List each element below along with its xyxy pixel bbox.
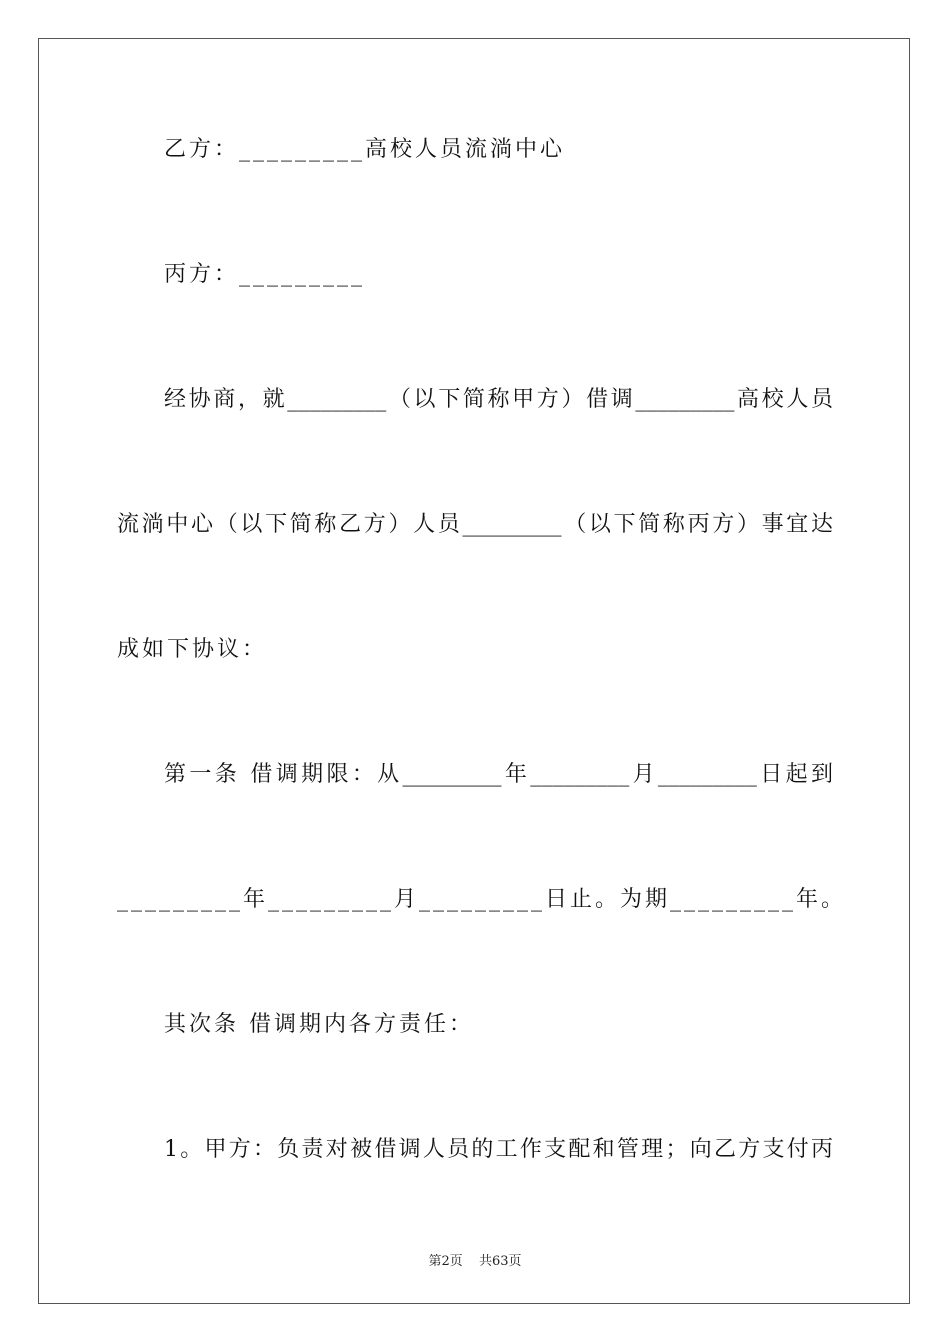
page-footer: [0, 1250, 950, 1269]
paragraph-line: 流淌中心（以下简称乙方）人员_________（以下简称丙方）事宜达: [117, 512, 833, 537]
article-one-line: _________年_________月_________日止。为期_________年。: [117, 887, 847, 912]
page-total: 共63页: [478, 1254, 522, 1269]
party-c-line: 丙方：_________: [164, 262, 366, 287]
page-number: 第2页: [428, 1254, 463, 1269]
article-two-heading: 其次条 借调期内各方责任：: [164, 1012, 474, 1037]
party-b-line: 乙方：_________高校人员流淌中心: [164, 137, 566, 162]
page-frame: [38, 38, 910, 1304]
article-one-line: 第一条 借调期限：从_________年_________月_________日起到: [164, 762, 833, 787]
paragraph-line: 经协商，就_________（以下简称甲方）借调_________高校人员: [164, 387, 833, 412]
clause-line: 1。甲方：负责对被借调人员的工作支配和管理；向乙方支付丙: [164, 1137, 833, 1162]
paragraph-line: 成如下协议：: [117, 637, 268, 662]
